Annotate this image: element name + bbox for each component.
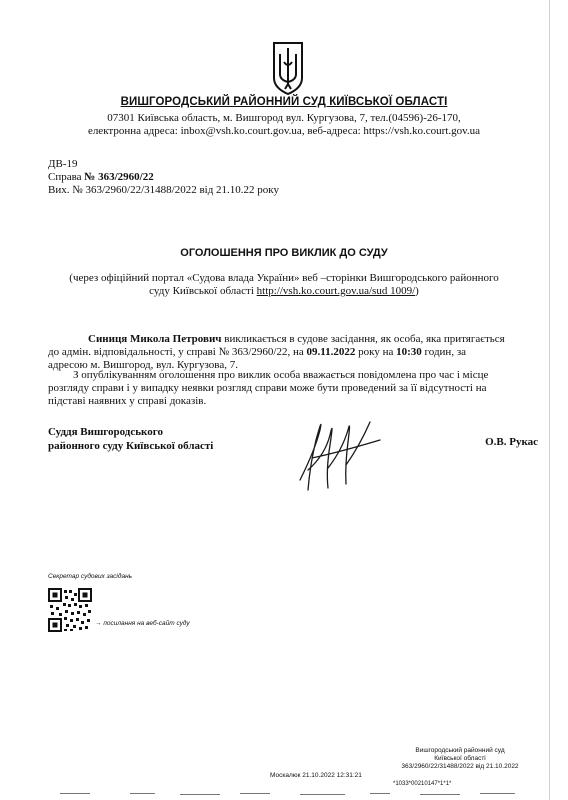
effect-line-3: підставі наявних у справі доказів. [48, 395, 207, 407]
secretary-label: Секретар судових засідань [48, 573, 133, 580]
notice-subtitle-line2 [0, 285, 568, 297]
subtitle-suffix: ) [415, 285, 419, 297]
summons-line-1 [48, 333, 538, 346]
summons-line-2 [48, 346, 538, 359]
qr-caption-text: посилання на веб-сайт суду [103, 620, 190, 627]
judge-title-line2: районного суду Київської області [48, 440, 214, 452]
court-name: ВИШГОРОДСЬКИЙ РАЙОННИЙ СУД КИЇВСЬКОЇ ОБЛАСТІ [120, 96, 448, 108]
trident-coat-of-arms-icon [271, 40, 305, 96]
arrow-right-icon: → [95, 620, 102, 627]
qr-code-icon[interactable] [48, 588, 92, 632]
judge-title [48, 425, 213, 453]
stamp-date: Москалюк 21.10.2022 12:31:21 [270, 772, 362, 779]
stamp-line1: Вишгородський районний суд [415, 747, 505, 754]
summons-address: адресою м. Вишгород, вул. Кургузова, 7. [48, 359, 238, 371]
subtitle-prefix: суду Київської області [149, 285, 257, 297]
effect-line-1: З опублікуванням оголошення про виклик особа вважається повідомлена про час і місце [73, 369, 489, 381]
summons-text-1: викликається в судове засідання, як особа, яка притягається [221, 333, 505, 345]
form-code: ДВ-19 [48, 158, 78, 170]
case-line [48, 171, 279, 184]
outgoing-number: Вих. № 363/2960/22/31488/2022 від 21.10.22 року [48, 184, 279, 196]
court-portal-link[interactable]: http://vsh.ko.court.gov.ua/sud 1009/ [256, 285, 416, 297]
court-address: 07301 Київська область, м. Вишгород вул. Кургузова, 7, тел.(04596)-26-170, [107, 112, 461, 124]
summons-text-2: до адмін. відповідальності, у справі № 363/2960/22, на [48, 346, 307, 358]
case-prefix: Справа [48, 171, 85, 183]
effect-line-2: розгляду справи і у випадку неявки розгляд справи може бути проведений за її відсутності на [48, 382, 487, 394]
stamp-line3: 363/2960/22/31488/2022 від 21.10.2022 [401, 763, 519, 770]
document-meta [48, 158, 279, 197]
notice-subtitle-line1: (через офіційний портал «Судова влада України» веб –сторінки Вишгородського районного [69, 272, 499, 284]
court-contacts: електронна адреса: inbox@vsh.ko.court.gov.ua, веб-адреса: https://vsh.ko.court.gov.ua [87, 125, 481, 137]
scan-noise-strip [40, 792, 540, 796]
hearing-date: 09.11.2022 [306, 346, 356, 358]
notice-effect-paragraph [48, 369, 538, 408]
summoned-person: Синиця Микола Петрович [88, 333, 222, 345]
qr-caption [95, 620, 190, 627]
summons-text-3: року на [355, 346, 397, 358]
hearing-time: 10:30 [396, 346, 422, 358]
handwritten-signature-icon [290, 410, 390, 495]
summons-text-4: годин, за [421, 346, 467, 358]
judge-title-line1: Суддя Вишгородського [48, 426, 163, 438]
case-number: № 363/2960/22 [84, 171, 154, 183]
scan-edge-line [549, 0, 550, 800]
stamp-line2: Київської області [434, 755, 486, 762]
stamp-barcode: *1033*00210147*1*1* [393, 781, 452, 787]
judge-name: О.В. Рукас [485, 436, 538, 448]
registration-stamp [395, 747, 525, 771]
notice-title: ОГОЛОШЕННЯ ПРО ВИКЛИК ДО СУДУ [180, 247, 388, 259]
summons-paragraph [48, 333, 538, 372]
